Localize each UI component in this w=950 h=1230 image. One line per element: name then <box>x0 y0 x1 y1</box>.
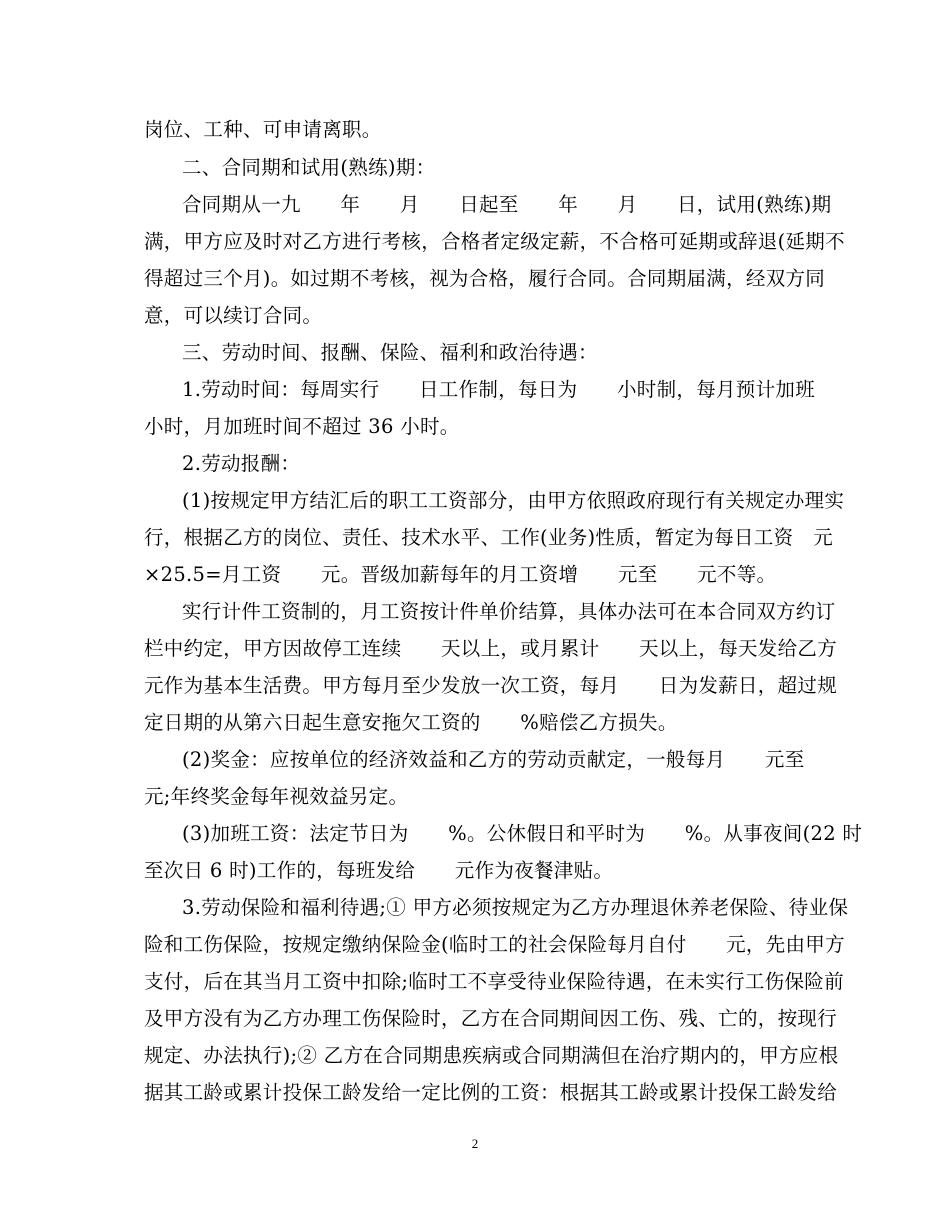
text-line: 实行计件工资制的，月工资按计件单价结算，具体办法可在本合同双方约订 <box>182 600 836 623</box>
text-line: 至次日 6 时)工作的，每班发给 元作为夜餐津贴。 <box>144 859 614 882</box>
text-line: 及甲方没有为乙方办理工伤保险时，乙方在合同期间因工伤、残、亡的，按现行 <box>144 1007 838 1030</box>
text-line: 意，可以续订合同。 <box>144 304 323 327</box>
text-line: (3)加班工资：法定节日为 %。公休假日和平时为 %。从事夜间(22 时 <box>182 822 863 845</box>
text-line: 险和工伤保险，按规定缴纳保险金(临时工的社会保险每月自付 元，先由甲方 <box>144 933 845 956</box>
text-line: 行，根据乙方的岗位、责任、技术水平、工作(业务)性质，暂定为每日工资 元 <box>144 526 834 549</box>
text-line: 支付，后在其当月工资中扣除;临时工不享受待业保险待遇，在未实行工伤保险前 <box>144 970 844 993</box>
text-line: 据其工龄或累计投保工龄发给一定比例的工资：根据其工龄或累计投保工龄发给 <box>144 1081 838 1104</box>
text-line: 1.劳动时间：每周实行 日工作制，每日为 小时制，每月预计加班 <box>182 378 816 401</box>
text-line: 栏中约定，甲方因故停工连续 天以上，或月累计 天以上，每天发给乙方 <box>144 637 838 660</box>
text-line: 小时，月加班时间不超过 36 小时。 <box>144 415 460 438</box>
text-line: 合同期从一九 年 月 日起至 年 月 日，试用(熟练)期 <box>182 193 832 216</box>
text-line: 元作为基本生活费。甲方每月至少发放一次工资，每月 日为发薪日，超过规 <box>144 674 838 697</box>
text-line: 元;年终奖金每年视效益另定。 <box>144 785 409 808</box>
section-heading: 三、劳动时间、报酬、保险、福利和政治待遇： <box>182 341 598 364</box>
text-line: 岗位、工种、可申请离职。 <box>144 118 382 141</box>
text-line: (1)按规定甲方结汇后的职工工资部分，由甲方依照政府现行有关规定办理实 <box>182 489 845 512</box>
text-line: 得超过三个月)。如过期不考核，视为合格，履行合同。合同期届满，经双方同 <box>144 267 826 290</box>
text-line: 3.劳动保险和福利待遇;① 甲方必须按规定为乙方办理退休养老保险、待业保 <box>182 896 849 919</box>
section-heading: 二、合同期和试用(熟练)期： <box>182 156 436 179</box>
text-line: (2)奖金：应按单位的经济效益和乙方的劳动贡献定，一般每月 元至 <box>182 748 805 771</box>
text-line: 定日期的从第六日起生意安拖欠工资的 %赔偿乙方损失。 <box>144 711 678 734</box>
text-line: 满，甲方应及时对乙方进行考核，合格者定级定薪，不合格可延期或辞退(延期不 <box>144 230 845 253</box>
text-line: 规定、办法执行);② 乙方在合同期患疾病或合同期满但在治疗期内的，甲方应根 <box>144 1044 839 1067</box>
text-line: 2.劳动报酬： <box>182 452 301 475</box>
text-line: ×25.5=月工资 元。晋级加薪每年的月工资增 元至 元不等。 <box>144 563 777 586</box>
page-number: 2 <box>471 1136 479 1151</box>
